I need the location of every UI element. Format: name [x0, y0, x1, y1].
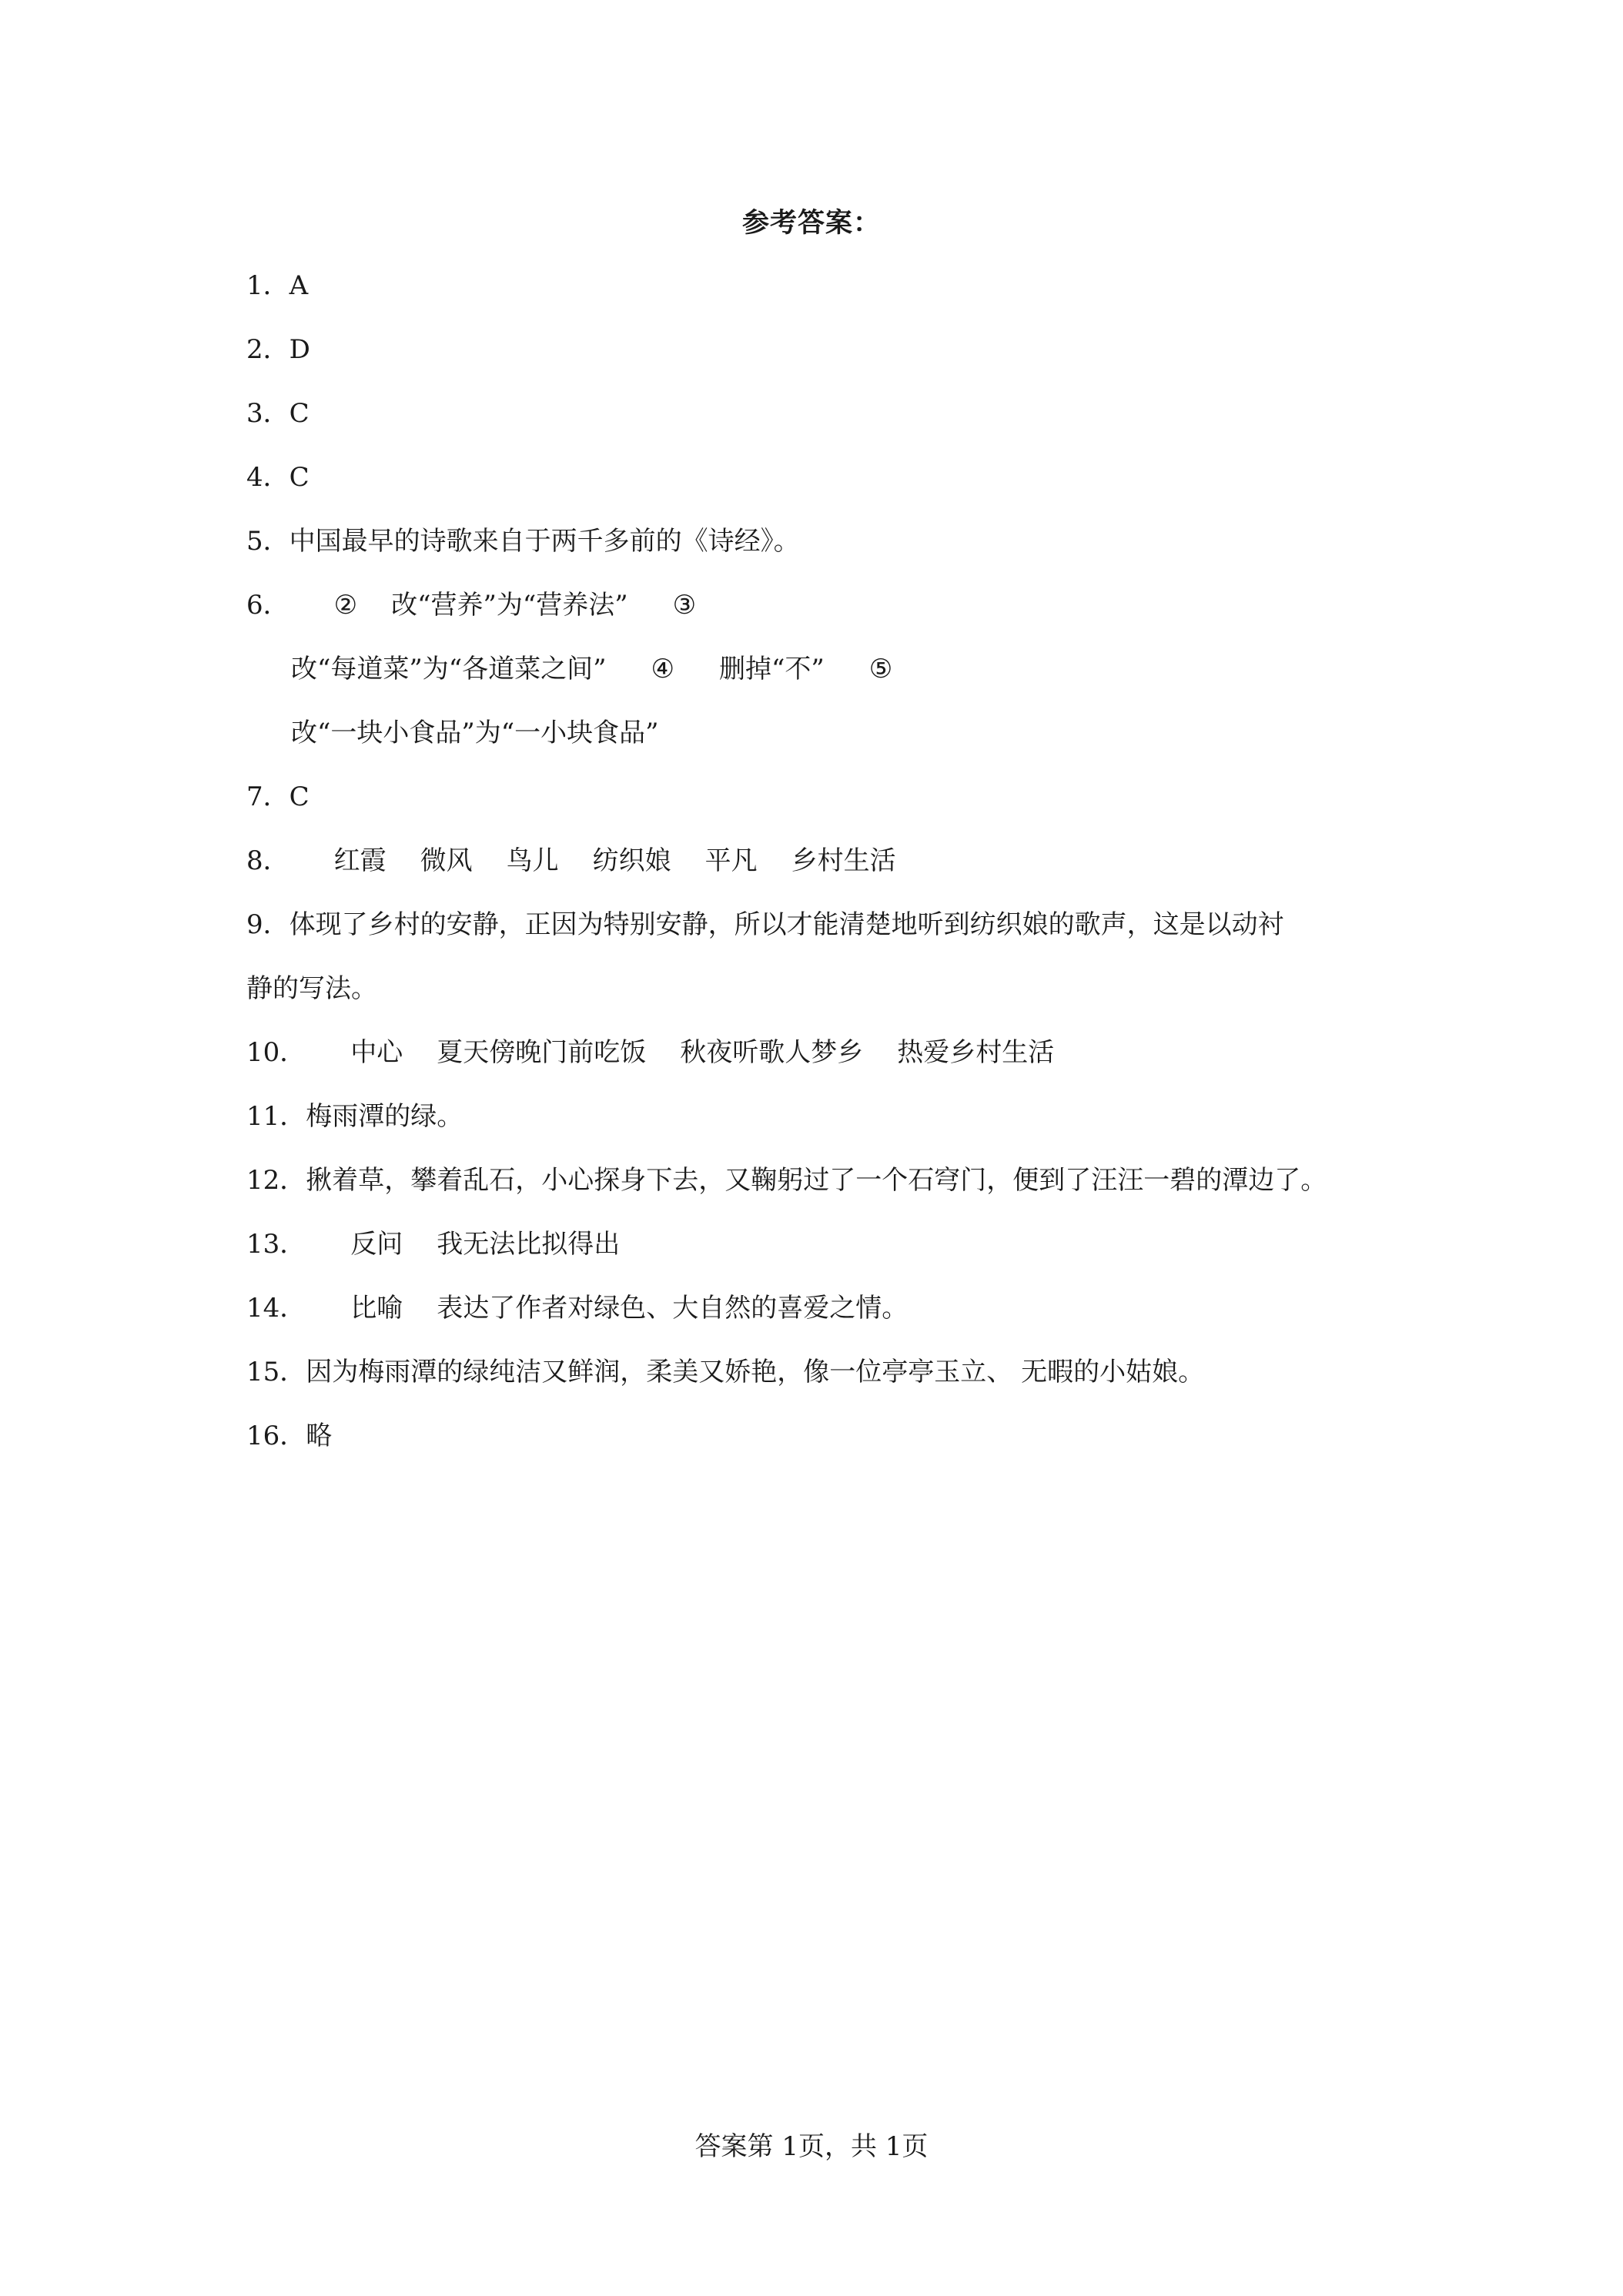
answer-3: [246, 382, 1401, 446]
answer-number: 9．: [246, 909, 289, 940]
answer-part: ⑤: [868, 654, 893, 684]
answer-part: 删掉“不”: [719, 654, 825, 684]
answer-16: [246, 1404, 1401, 1468]
answer-number: 7．: [246, 782, 289, 812]
answer-number: 5．: [246, 526, 289, 557]
answer-text: C: [289, 782, 310, 812]
answer-part: 纺织娘: [592, 845, 671, 876]
answer-part: 改“营养”为“营养法”: [391, 590, 628, 621]
answer-text: 体现了乡村的安静，正因为特别安静，所以才能清楚地听到纺织娘的歌声，这是以动衬: [289, 909, 1284, 940]
answer-10: [246, 1021, 1401, 1085]
answer-text: 梅雨潭的绿。: [306, 1101, 463, 1132]
answer-12: [246, 1149, 1401, 1213]
answer-text: 略: [306, 1421, 333, 1451]
answer-number: 6．: [246, 590, 289, 621]
answer-6-continued: [246, 638, 1401, 701]
answer-number: 13．: [246, 1229, 306, 1260]
answer-part: 改“每道菜”为“各道菜之间”: [291, 654, 607, 684]
answer-2: [246, 318, 1401, 382]
answer-list: [246, 254, 1401, 1468]
answer-text: D: [289, 334, 310, 365]
answer-6-continued: [246, 701, 1401, 765]
answer-4: [246, 446, 1401, 510]
answer-number: 12．: [246, 1165, 306, 1196]
answer-text: A: [289, 270, 309, 301]
answer-part: 我无法比拟得出: [437, 1229, 621, 1260]
answer-number: 15．: [246, 1357, 306, 1387]
answer-part: 鸟儿: [506, 845, 559, 876]
page-title: 参考答案：: [741, 207, 881, 239]
answer-text: 揪着草，攀着乱石，小心探身下去，又鞠躬过了一个石穹门，便到了汪汪一碧的潭边了。: [306, 1165, 1327, 1196]
answer-part: 比喻: [350, 1293, 403, 1324]
answer-text: C: [289, 398, 310, 429]
answer-part: 中心: [350, 1037, 403, 1068]
answer-9-wrapped: [246, 957, 1401, 1021]
answer-number: 3．: [246, 398, 289, 429]
answer-number: 16．: [246, 1421, 306, 1451]
answer-part: 微风: [420, 845, 473, 876]
answer-5: [246, 510, 1401, 574]
answer-text: 中国最早的诗歌来自于两千多前的《诗经》。: [289, 526, 800, 557]
answer-part: 乡村生活: [791, 845, 896, 876]
answer-part: 平凡: [704, 845, 758, 876]
answer-6: [246, 574, 1401, 638]
answer-text: 因为梅雨潭的绿纯洁又鲜润，柔美又娇艳，像一位亭亭玉立、 无暇的小姑娘。: [306, 1357, 1205, 1387]
answer-part: 反问: [350, 1229, 403, 1260]
answer-part: 改“一块小食品”为“一小块食品”: [291, 718, 659, 748]
answer-part: 夏天傍晚门前吃饭: [437, 1037, 647, 1068]
answer-part: ②: [333, 590, 358, 621]
answer-number: 10．: [246, 1037, 306, 1068]
answer-text: C: [289, 462, 310, 493]
answer-part: ④: [651, 654, 675, 684]
answer-1: [246, 254, 1401, 318]
answer-9: [246, 893, 1401, 957]
answer-number: 4．: [246, 462, 289, 493]
page-footer: 答案第 1页，共 1页: [694, 2131, 929, 2162]
answer-15: [246, 1340, 1401, 1404]
answer-number: 11．: [246, 1101, 306, 1132]
answer-part: 红霞: [333, 845, 387, 876]
answer-text: 静的写法。: [246, 973, 377, 1004]
answer-part: 热爱乡村生活: [897, 1037, 1055, 1068]
answer-number: 2．: [246, 334, 289, 365]
answer-8: [246, 829, 1401, 893]
answer-part: 表达了作者对绿色、大自然的喜爱之情。: [437, 1293, 909, 1324]
answer-part: ③: [672, 590, 697, 621]
answer-7: [246, 765, 1401, 829]
answer-part: 秋夜听歌人梦乡: [680, 1037, 864, 1068]
answer-11: [246, 1085, 1401, 1149]
answer-number: 14．: [246, 1293, 306, 1324]
answer-14: [246, 1277, 1401, 1340]
answer-number: 1．: [246, 270, 289, 301]
answer-13: [246, 1213, 1401, 1277]
answer-number: 8．: [246, 845, 289, 876]
